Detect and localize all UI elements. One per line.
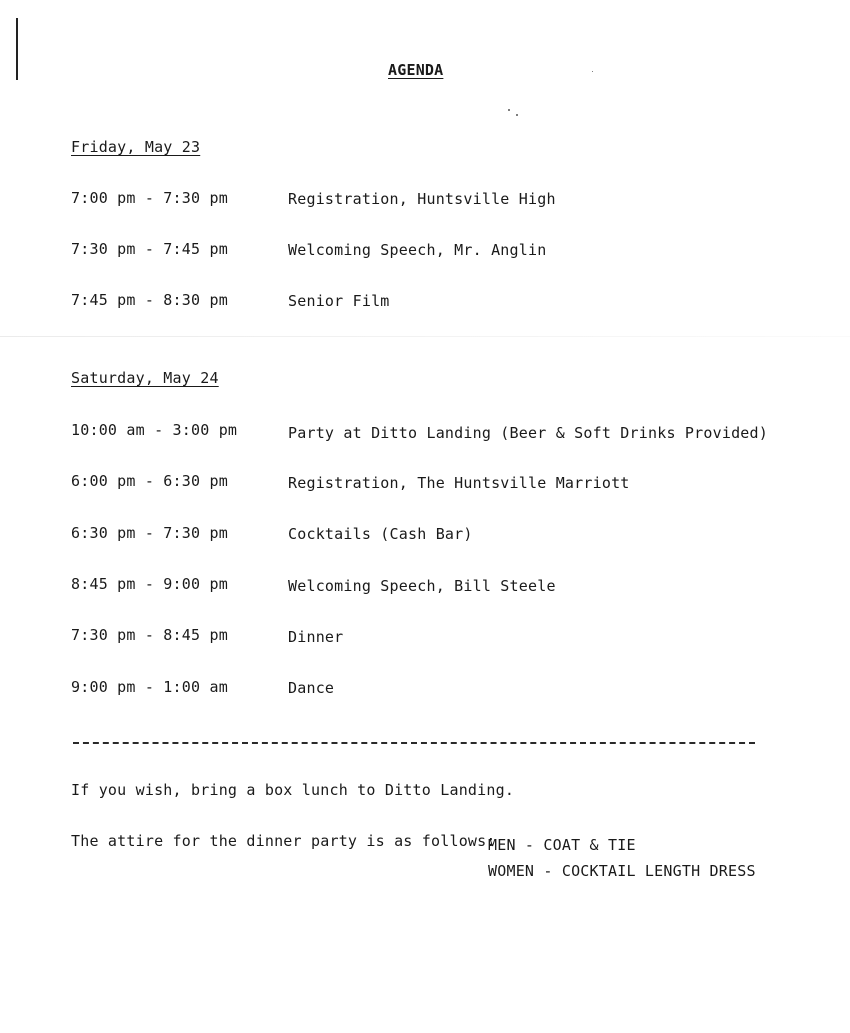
agenda-event: Registration, Huntsville High: [288, 190, 556, 208]
box-lunch-note: If you wish, bring a box lunch to Ditto Landing.: [71, 781, 515, 799]
saturday-heading: Saturday, May 24: [71, 369, 219, 387]
agenda-time: 8:45 pm - 9:00 pm: [71, 575, 228, 593]
agenda-event: Welcoming Speech, Mr. Anglin: [288, 241, 547, 259]
agenda-event: Dance: [288, 679, 335, 697]
agenda-event: Party at Ditto Landing (Beer & Soft Drinks Provided): [288, 424, 768, 442]
agenda-event: Welcoming Speech, Bill Steele: [288, 577, 556, 595]
page-title: AGENDA: [388, 61, 444, 79]
ink-speck: [508, 109, 510, 111]
agenda-time: 6:30 pm - 7:30 pm: [71, 524, 228, 542]
agenda-time: 10:00 am - 3:00 pm: [71, 421, 238, 439]
agenda-event: Registration, The Huntsville Marriott: [288, 474, 630, 492]
agenda-time: 9:00 pm - 1:00 am: [71, 678, 228, 696]
paper-fold-line: [0, 336, 850, 337]
scan-edge-mark: [16, 18, 18, 80]
agenda-event: Senior Film: [288, 292, 390, 310]
agenda-event: Cocktails (Cash Bar): [288, 525, 473, 543]
attire-women: WOMEN - COCKTAIL LENGTH DRESS: [488, 862, 756, 880]
ink-speck: [516, 114, 518, 116]
friday-heading: Friday, May 23: [71, 138, 201, 156]
ink-speck: [592, 71, 593, 72]
attire-men: MEN - COAT & TIE: [488, 836, 636, 854]
dashed-divider: [73, 742, 755, 744]
agenda-time: 7:30 pm - 7:45 pm: [71, 240, 228, 258]
agenda-time: 6:00 pm - 6:30 pm: [71, 472, 228, 490]
attire-intro: The attire for the dinner party is as follows:: [71, 832, 496, 850]
agenda-time: 7:45 pm - 8:30 pm: [71, 291, 228, 309]
agenda-time: 7:30 pm - 8:45 pm: [71, 626, 228, 644]
agenda-time: 7:00 pm - 7:30 pm: [71, 189, 228, 207]
agenda-event: Dinner: [288, 628, 344, 646]
